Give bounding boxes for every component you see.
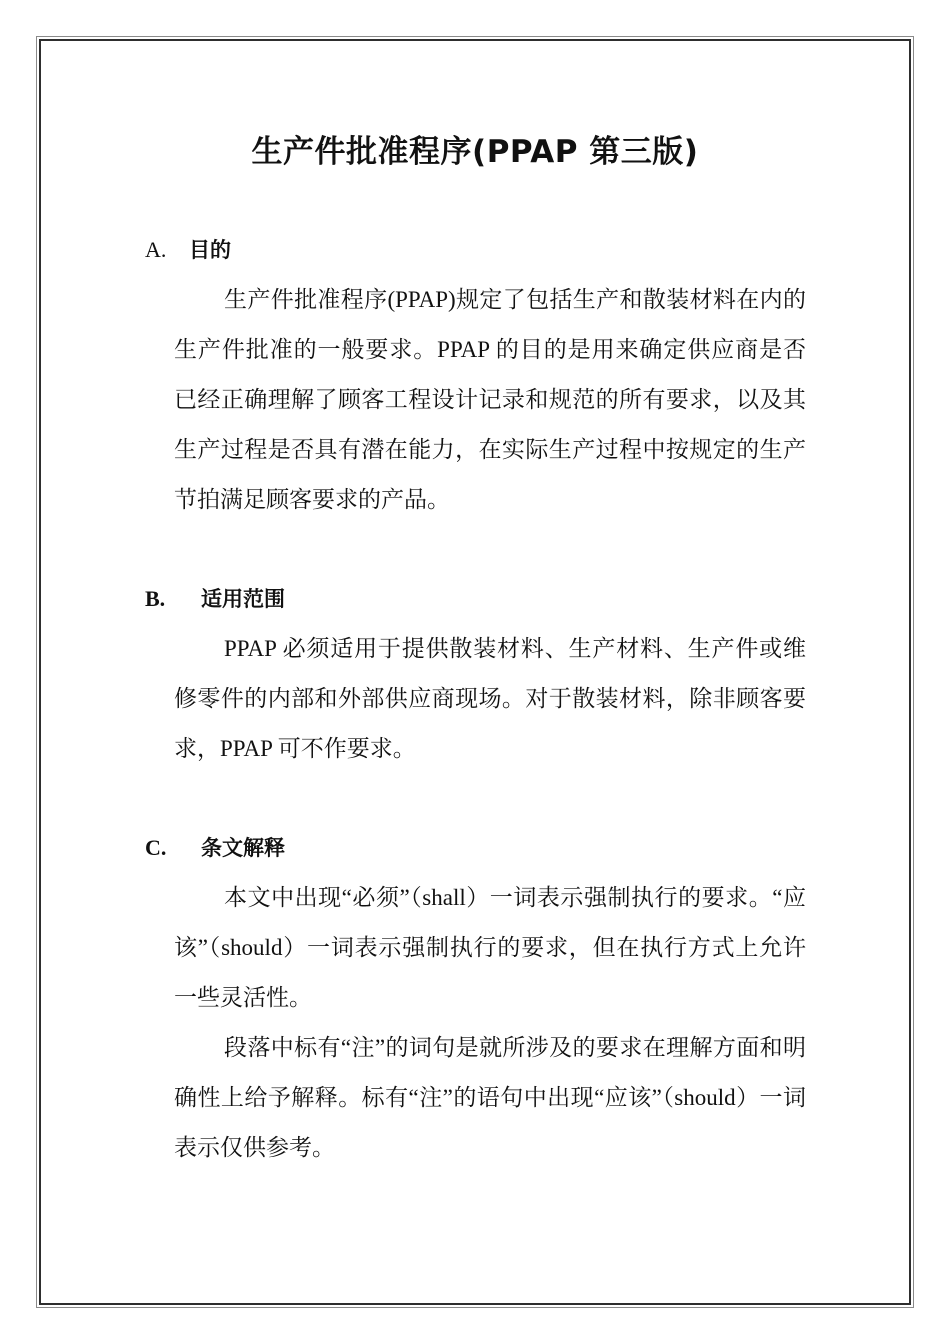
section-a-paragraph: 生产件批准程序(PPAP)规定了包括生产和散装材料在内的生产件批准的一般要求。PPAP 的目的是用来确定供应商是否已经正确理解了顾客工程设计记录和规范的所有要求，以及其生产过程是否具有潜在能力，在实际生产过程中按规定的生产节拍满足顾客要求的产品。 <box>174 287 806 512</box>
section-b-letter: B. <box>145 586 166 611</box>
section-b-paragraph: PPAP 必须适用于提供散装材料、生产材料、生产件或维修零件的内部和外部供应商现场。对于散装材料，除非顾客要求，PPAP 可不作要求。 <box>174 636 806 761</box>
document-title: 生产件批准程序(PPAP 第三版) <box>251 134 699 170</box>
section-c-paragraph-2: 段落中标有“注”的词句是就所涉及的要求在理解方面和明确性上给予解释。标有“注”的语句中出现“应该”（should）一词表示仅供参考。 <box>174 1035 806 1160</box>
section-c-paragraph-1: 本文中出现“必须”（shall）一词表示强制执行的要求。“应该”（should）一词表示强制执行的要求，但在执行方式上允许一些灵活性。 <box>174 885 806 1010</box>
section-c-heading <box>145 833 285 863</box>
section-a-title: 目的 <box>189 238 231 262</box>
section-a-letter: A. <box>145 237 167 262</box>
section-a-heading <box>145 235 231 265</box>
section-b-heading <box>145 584 285 614</box>
section-b-title: 适用范围 <box>201 587 285 611</box>
section-c-letter: C. <box>145 835 167 860</box>
section-c-title: 条文解释 <box>201 836 285 860</box>
